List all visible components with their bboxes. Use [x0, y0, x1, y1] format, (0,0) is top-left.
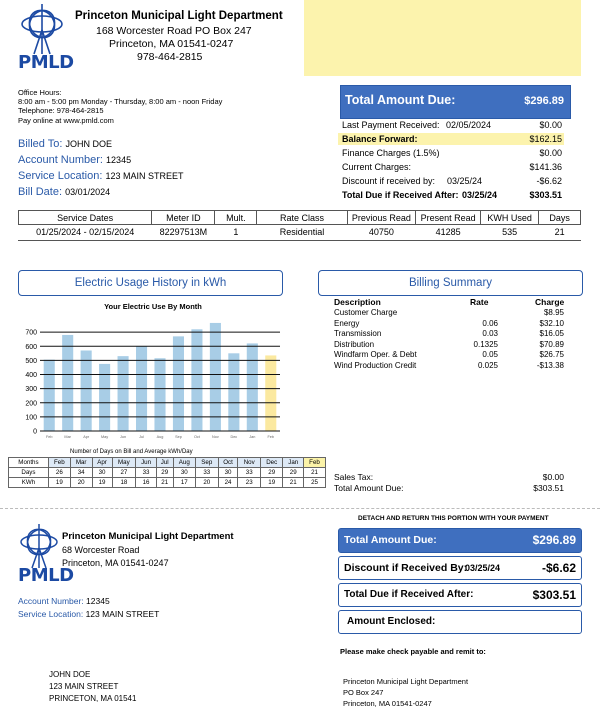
- stub-total-after-box: [338, 583, 582, 607]
- summary-header-charge: Charge: [535, 297, 565, 307]
- x-tick-label: Apr: [83, 435, 90, 439]
- summary-row-charge: $8.95: [543, 308, 564, 317]
- detach-text: DETACH AND RETURN THIS PORTION WITH YOUR PAYMENT: [358, 515, 549, 522]
- x-tick-label: Oct: [193, 435, 200, 439]
- finance-charges-value: $0.00: [539, 148, 562, 158]
- discount-value: -$6.62: [536, 176, 562, 186]
- total-after-date: 03/25/24: [462, 190, 498, 200]
- total-amount-due-box: [340, 85, 571, 119]
- stub-total-after-label: Total Due if Received After:: [344, 589, 474, 600]
- summary-row-description: Distribution: [334, 339, 375, 349]
- summary-row-charge: $16.05: [539, 329, 564, 338]
- summary-row-rate: 0.1325: [473, 339, 498, 349]
- days-table-cell: 34: [70, 468, 92, 478]
- stub-customer-street: 123 MAIN STREET: [49, 682, 119, 691]
- stub-payable-text: Please make check payable and remit to:: [340, 647, 486, 656]
- chart-bar-nov-9: [210, 323, 221, 431]
- stub-company-name: Princeton Municipal Light Department: [62, 531, 234, 542]
- days-row-label: Months: [9, 458, 49, 468]
- billed-to-value: JOHN DOE: [65, 139, 113, 149]
- y-tick-label: 700: [25, 329, 37, 337]
- company-name: Princeton Municipal Light Department: [75, 10, 283, 22]
- stub-account-number: [18, 596, 110, 606]
- chart-bar-jan-11: [247, 343, 258, 431]
- y-tick-label: 400: [25, 372, 37, 379]
- days-table-kwh-row: [9, 478, 326, 488]
- office-telephone: Telephone: 978-464-2815: [18, 106, 104, 116]
- header-previous-read: Previous Read: [347, 211, 415, 225]
- days-table-cell: 16: [136, 478, 157, 488]
- service-table-bottom-rule: [18, 240, 581, 241]
- stub-discount-value: -$6.62: [541, 561, 576, 575]
- days-table-days-row: [9, 468, 326, 478]
- days-caption: Number of Days on Bill and Average kWh/Day: [70, 449, 193, 455]
- days-table-cell: 25: [304, 478, 326, 488]
- days-table-cell: 30: [173, 468, 196, 478]
- y-tick-label: 300: [25, 386, 37, 394]
- days-table-cell: Jun: [136, 458, 157, 468]
- stub-customer-city: PRINCETON, MA 01541: [49, 694, 137, 703]
- usage-bar-chart: [18, 296, 286, 446]
- balance-forward-value: $162.15: [529, 134, 562, 144]
- y-tick-label: 200: [25, 400, 37, 408]
- days-table-cell: 23: [238, 478, 261, 488]
- stub-discount-box: [338, 556, 582, 580]
- stub-remit-city: Princeton, MA 01541-0247: [343, 699, 432, 708]
- stub-account-value: 12345: [86, 596, 110, 606]
- days-table-cell: 29: [283, 468, 304, 478]
- billing-summary-header: Billing Summary: [318, 270, 583, 296]
- last-payment-label: Last Payment Received:: [342, 120, 440, 130]
- stub-service-value: 123 MAIN STREET: [85, 609, 160, 619]
- cell-service-dates: 01/25/2024 - 02/15/2024: [36, 226, 135, 237]
- x-tick-label: Jul: [139, 435, 144, 439]
- pmld-logo: PMLD: [18, 52, 74, 73]
- office-website[interactable]: Pay online at www.pmld.com: [18, 115, 114, 125]
- billed-to: [18, 138, 112, 150]
- account-number-value: 12345: [106, 155, 132, 165]
- bill-date: [18, 186, 110, 198]
- days-table-cell: 19: [92, 478, 112, 488]
- days-table: [8, 457, 326, 488]
- stub-amount-enclosed-box[interactable]: [338, 610, 582, 634]
- service-table-row: [19, 225, 581, 239]
- x-tick-label: Aug: [156, 435, 164, 439]
- cell-mult: 1: [233, 226, 239, 237]
- days-table-cell: Jan: [283, 458, 304, 468]
- cell-rate-class: Residential: [279, 226, 325, 237]
- cell-kwh-used: 535: [502, 226, 518, 237]
- summary-row-charge: $26.75: [539, 350, 564, 359]
- x-tick-label: May: [101, 435, 109, 439]
- days-table-cell: 19: [260, 478, 283, 488]
- stub-remit-address: [343, 676, 468, 709]
- account-number: [18, 154, 131, 166]
- cell-previous-read: 40750: [368, 226, 394, 237]
- days-table-cell: Mar: [70, 458, 92, 468]
- days-table-months-row: [9, 458, 326, 468]
- pmld-tower-logo-icon: [14, 0, 70, 56]
- x-tick-label: Nov: [212, 435, 219, 439]
- days-table-cell: Jul: [156, 458, 173, 468]
- stub-total-due-value: $296.89: [532, 533, 576, 547]
- days-table-cell: Oct: [218, 458, 238, 468]
- summary-row-description: Energy: [334, 318, 360, 328]
- current-charges-value: $141.36: [529, 162, 562, 172]
- summary-row-charge: -$13.38: [536, 360, 564, 370]
- x-tick-label: Feb: [45, 435, 53, 439]
- service-table-header: [19, 211, 581, 225]
- office-hours-title: Office Hours:: [18, 88, 62, 97]
- chart-bar-apr-2: [81, 350, 92, 431]
- days-table-cell: Feb: [48, 458, 70, 468]
- total-amount-due-label: Total Amount Due:: [345, 93, 456, 107]
- summary-total-label: Total Amount Due:: [334, 483, 404, 493]
- summary-row-charge: $32.10: [539, 318, 564, 328]
- cell-meter-id: 82297513M: [159, 226, 208, 237]
- summary-row-rate: 0.06: [482, 318, 498, 328]
- x-tick-label: Mar: [64, 435, 71, 439]
- service-location: [18, 170, 183, 182]
- days-table-cell: Aug: [173, 458, 196, 468]
- stub-pmld-tower-logo-icon: [14, 520, 64, 570]
- office-hours-times: 8:00 am - 5:00 pm Monday - Thursday, 8:00 am - noon Friday: [18, 97, 223, 107]
- stub-customer-name: JOHN DOE: [49, 670, 91, 679]
- days-table-cell: May: [112, 458, 136, 468]
- stub-service-location: [18, 609, 159, 619]
- total-after-label: Total Due if Received After:: [342, 190, 459, 200]
- stub-pmld-logo: PMLD: [18, 565, 74, 586]
- days-table-cell: 33: [238, 468, 261, 478]
- stub-amount-enclosed-label: Amount Enclosed:: [347, 616, 436, 627]
- chart-bar-jun-4: [118, 356, 129, 431]
- days-table-cell: Apr: [92, 458, 112, 468]
- account-number-label: Account Number:: [18, 154, 103, 166]
- bill-date-value: 03/01/2024: [65, 187, 111, 197]
- usage-history-header: Electric Usage History in kWh: [18, 270, 283, 296]
- company-address-line2: Princeton, MA 01541-0247: [109, 38, 234, 50]
- days-table-cell: Dec: [260, 458, 283, 468]
- days-table-cell: 18: [112, 478, 136, 488]
- finance-charges-label: Finance Charges (1.5%): [342, 148, 440, 158]
- company-phone: 978-464-2815: [137, 51, 203, 63]
- billed-to-label: Billed To:: [18, 138, 63, 150]
- days-table-cell: Sep: [196, 458, 219, 468]
- y-tick-label: 0: [33, 428, 37, 436]
- x-tick-label: Jan: [249, 435, 256, 439]
- days-table-cell: 29: [156, 468, 173, 478]
- y-tick-label: 500: [25, 357, 37, 365]
- summary-row-rate: 0.025: [477, 360, 498, 370]
- days-table-cell: 33: [196, 468, 219, 478]
- bill-date-label: Bill Date:: [18, 186, 63, 198]
- office-hours: [18, 88, 222, 125]
- service-location-label: Service Location:: [18, 170, 103, 182]
- chart-bar-oct-8: [191, 329, 202, 431]
- days-table-cell: 27: [112, 468, 136, 478]
- x-tick-label: Jun: [120, 435, 127, 439]
- total-after-value: $303.51: [529, 190, 562, 200]
- days-table-cell: Nov: [238, 458, 261, 468]
- summary-row-charge: $70.89: [539, 339, 564, 349]
- last-payment-date: 02/05/2024: [446, 120, 492, 130]
- header-mult: Mult.: [215, 211, 257, 225]
- service-table: [18, 210, 581, 238]
- summary-row-description: Wind Production Credit: [334, 360, 417, 370]
- stub-remit-name: Princeton Municipal Light Department: [343, 677, 469, 686]
- header-service-dates: Service Dates: [19, 211, 152, 225]
- days-table-cell: 20: [196, 478, 219, 488]
- last-payment-value: $0.00: [539, 120, 562, 130]
- days-table-cell: 20: [70, 478, 92, 488]
- chart-bar-dec-10: [228, 353, 239, 431]
- stub-address-line1: 68 Worcester Road: [62, 545, 140, 555]
- summary-row-description: Windfarm Oper. & Debt: [334, 350, 417, 359]
- stub-remit-pobox: PO Box 247: [343, 688, 384, 697]
- summary-header-rate: Rate: [470, 297, 489, 307]
- days-table-cell: 21: [156, 478, 173, 488]
- days-table-cell: 21: [283, 478, 304, 488]
- chart-bar-feb-0: [44, 360, 55, 431]
- days-table-cell: 21: [304, 468, 326, 478]
- summary-row-rate: 0.05: [482, 350, 498, 359]
- stub-service-label: Service Location:: [18, 609, 84, 619]
- total-amount-due-value: $296.89: [524, 95, 564, 107]
- y-tick-label: 100: [25, 414, 37, 422]
- days-table-cell: Feb: [304, 458, 326, 468]
- days-table-cell: 17: [173, 478, 196, 488]
- discount-date: 03/25/24: [447, 176, 483, 186]
- summary-total-value: $303.51: [533, 483, 564, 493]
- sales-tax-value: $0.00: [542, 472, 564, 482]
- balance-forward-label: Balance Forward:: [342, 134, 418, 144]
- header-days: Days: [539, 211, 581, 225]
- chart-bar-may-3: [99, 364, 110, 431]
- header-present-read: Present Read: [416, 211, 481, 225]
- summary-header-description: Description: [334, 297, 381, 307]
- current-charges-label: Current Charges:: [342, 162, 412, 172]
- stub-total-after-value: $303.51: [532, 588, 576, 602]
- days-table-cell: 26: [48, 468, 70, 478]
- summary-row-description: Customer Charge: [334, 308, 398, 317]
- chart-bar-aug-6: [154, 358, 165, 431]
- header-meter-id: Meter ID: [152, 211, 215, 225]
- x-tick-label: Feb: [267, 435, 275, 439]
- days-table-cell: 33: [136, 468, 157, 478]
- days-row-label: Days: [9, 468, 49, 478]
- header-rate-class: Rate Class: [257, 211, 348, 225]
- y-tick-label: 600: [25, 343, 37, 351]
- x-tick-label: Dec: [230, 435, 238, 439]
- summary-row-description: Transmission: [334, 329, 382, 338]
- cell-present-read: 41285: [435, 226, 461, 237]
- chart-title: Your Electric Use By Month: [104, 302, 202, 311]
- sales-tax-label: Sales Tax:: [334, 472, 374, 482]
- yellow-notice-box: [304, 0, 581, 76]
- days-table-cell: 30: [218, 468, 238, 478]
- cell-days: 21: [554, 226, 565, 237]
- days-table-cell: 29: [260, 468, 283, 478]
- stub-discount-date: 03/25/24: [465, 563, 501, 573]
- service-location-value: 123 MAIN STREET: [105, 171, 184, 181]
- stub-account-label: Account Number:: [18, 596, 84, 606]
- days-table-cell: 30: [92, 468, 112, 478]
- stub-total-due-label: Total Amount Due:: [344, 534, 437, 546]
- days-row-label: KWh: [9, 478, 49, 488]
- stub-customer-address: [49, 669, 136, 705]
- stub-discount-label: Discount if Received By:: [344, 562, 468, 574]
- discount-label: Discount if received by:: [342, 176, 436, 186]
- stub-address-line2: Princeton, MA 01541-0247: [62, 558, 169, 568]
- company-address-line1: 168 Worcester Road PO Box 247: [96, 25, 252, 37]
- days-table-cell: 24: [218, 478, 238, 488]
- days-table-cell: 19: [48, 478, 70, 488]
- summary-row-rate: 0.03: [482, 329, 498, 338]
- chart-bar-feb-12: [265, 355, 276, 431]
- tear-line: [0, 508, 600, 509]
- header-kwh-used: KWH Used: [481, 211, 539, 225]
- x-tick-label: Sep: [175, 435, 182, 439]
- stub-total-due-box: [338, 528, 582, 553]
